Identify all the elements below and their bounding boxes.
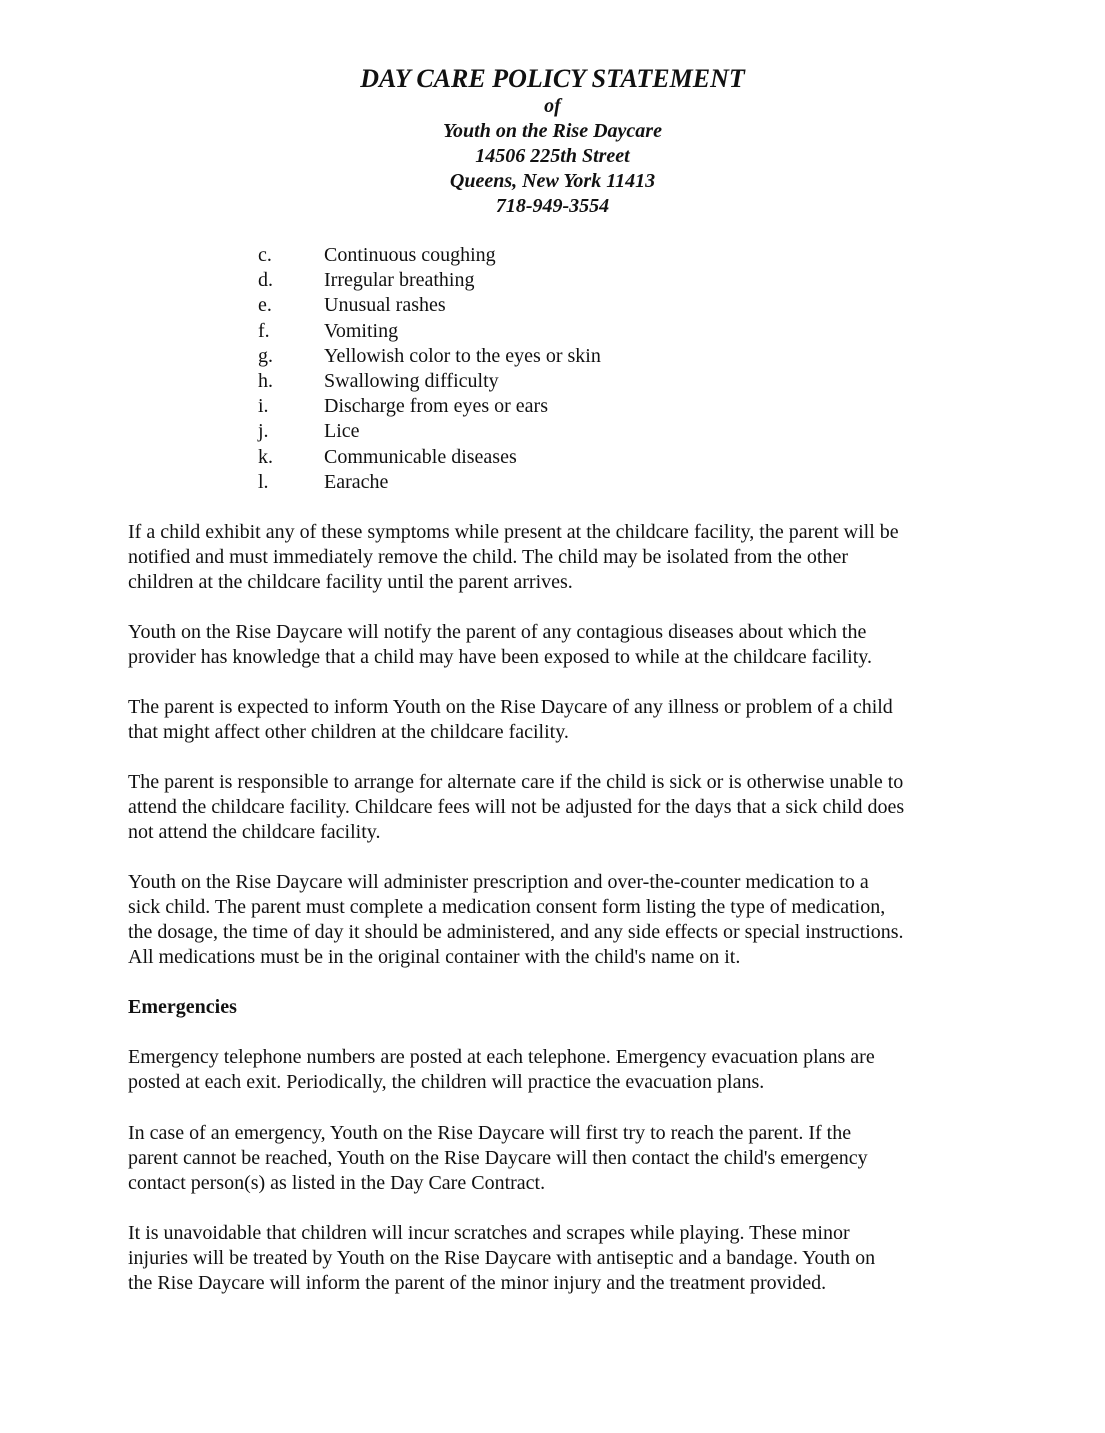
list-text: Vomiting — [324, 319, 399, 342]
list-item — [258, 369, 601, 394]
list-text: Continuous coughing — [324, 244, 496, 266]
list-text: Communicable diseases — [324, 445, 517, 468]
document-header — [0, 64, 1105, 219]
list-text: Discharge from eyes or ears — [324, 395, 548, 418]
paragraph-line: If a child exhibit any of these symptoms while present at the childcare facility, the parent will be — [128, 521, 899, 543]
list-text: Yellowish color to the eyes or skin — [324, 344, 601, 367]
list-marker: j. — [258, 420, 269, 443]
paragraph-parent-inform — [128, 695, 988, 745]
list-marker: k. — [258, 445, 273, 468]
paragraph-line: Youth on the Rise Daycare will administer prescription and over-the-counter medication to a — [128, 871, 869, 893]
daycare-street: 14506 225th Street — [475, 145, 630, 167]
daycare-name: Youth on the Rise Daycare — [443, 120, 662, 142]
paragraph-line: It is unavoidable that children will incur scratches and scrapes while playing. These minor — [128, 1222, 850, 1244]
document-title: DAY CARE POLICY STATEMENT — [360, 64, 745, 93]
list-item — [258, 394, 601, 419]
paragraph-line: the Rise Daycare will inform the parent of the minor injury and the treatment provided. — [128, 1272, 827, 1294]
paragraph-line: that might affect other children at the childcare facility. — [128, 721, 569, 743]
symptom-list — [258, 243, 601, 495]
list-text: Earache — [324, 470, 389, 493]
list-text: Irregular breathing — [324, 269, 475, 292]
list-item — [258, 445, 601, 470]
paragraph-alternate-care — [128, 770, 988, 845]
paragraph-line: contact person(s) as listed in the Day Care Contract. — [128, 1172, 546, 1194]
paragraph-line: the dosage, the time of day it should be administered, and any side effects or special instructions. — [128, 921, 904, 943]
list-item — [258, 293, 601, 318]
list-item — [258, 344, 601, 369]
list-text: Lice — [324, 420, 360, 443]
list-text: Swallowing difficulty — [324, 370, 499, 393]
paragraph-minor-injuries — [128, 1221, 988, 1296]
paragraph-line: children at the childcare facility until the parent arrives. — [128, 571, 573, 593]
paragraph-line: Youth on the Rise Daycare will notify the parent of any contagious diseases about which the — [128, 621, 867, 643]
header-of: of — [544, 95, 561, 117]
paragraph-line: parent cannot be reached, Youth on the Rise Daycare will then contact the child's emergency — [128, 1147, 868, 1169]
paragraph-line: In case of an emergency, Youth on the Rise Daycare will first try to reach the parent. If the — [128, 1122, 852, 1144]
list-item — [258, 419, 601, 444]
paragraph-symptom-notice — [128, 520, 988, 595]
paragraph-line: posted at each exit. Periodically, the children will practice the evacuation plans. — [128, 1071, 765, 1093]
paragraph-emergency-contact — [128, 1121, 988, 1196]
paragraph-line: sick child. The parent must complete a medication consent form listing the type of medication, — [128, 896, 886, 918]
list-item — [258, 268, 601, 293]
paragraph-line: attend the childcare facility. Childcare fees will not be adjusted for the days that a sick child does — [128, 796, 905, 818]
list-text: Unusual rashes — [324, 294, 446, 317]
daycare-city: Queens, New York 11413 — [449, 170, 656, 192]
list-marker: i. — [258, 395, 269, 418]
paragraph-contagious-notice — [128, 620, 988, 670]
paragraph-emergency-numbers — [128, 1045, 988, 1095]
paragraph-line: The parent is responsible to arrange for alternate care if the child is sick or is otherwise unable to — [128, 771, 904, 793]
list-marker: c. — [258, 244, 272, 266]
list-item — [258, 319, 601, 344]
paragraph-line: provider has knowledge that a child may have been exposed to while at the childcare facility. — [128, 646, 872, 668]
paragraph-line: notified and must immediately remove the child. The child may be isolated from the other — [128, 546, 848, 568]
list-marker: e. — [258, 294, 272, 317]
paragraph-line: The parent is expected to inform Youth on the Rise Daycare of any illness or problem of a child — [128, 696, 893, 718]
daycare-phone: 718-949-3554 — [495, 195, 610, 217]
list-marker: l. — [258, 470, 269, 493]
list-item — [258, 470, 601, 495]
list-marker: f. — [258, 319, 270, 342]
emergencies-heading: Emergencies — [128, 996, 237, 1018]
paragraph-medication — [128, 870, 988, 970]
list-marker: d. — [258, 269, 273, 292]
paragraph-line: not attend the childcare facility. — [128, 821, 381, 843]
list-marker: g. — [258, 344, 273, 367]
paragraph-line: injuries will be treated by Youth on the Rise Daycare with antiseptic and a bandage. Youth on — [128, 1247, 876, 1269]
list-item — [258, 243, 601, 268]
paragraph-line: Emergency telephone numbers are posted at each telephone. Emergency evacuation plans are — [128, 1046, 875, 1068]
paragraph-line: All medications must be in the original container with the child's name on it. — [128, 946, 741, 968]
list-marker: h. — [258, 370, 273, 393]
